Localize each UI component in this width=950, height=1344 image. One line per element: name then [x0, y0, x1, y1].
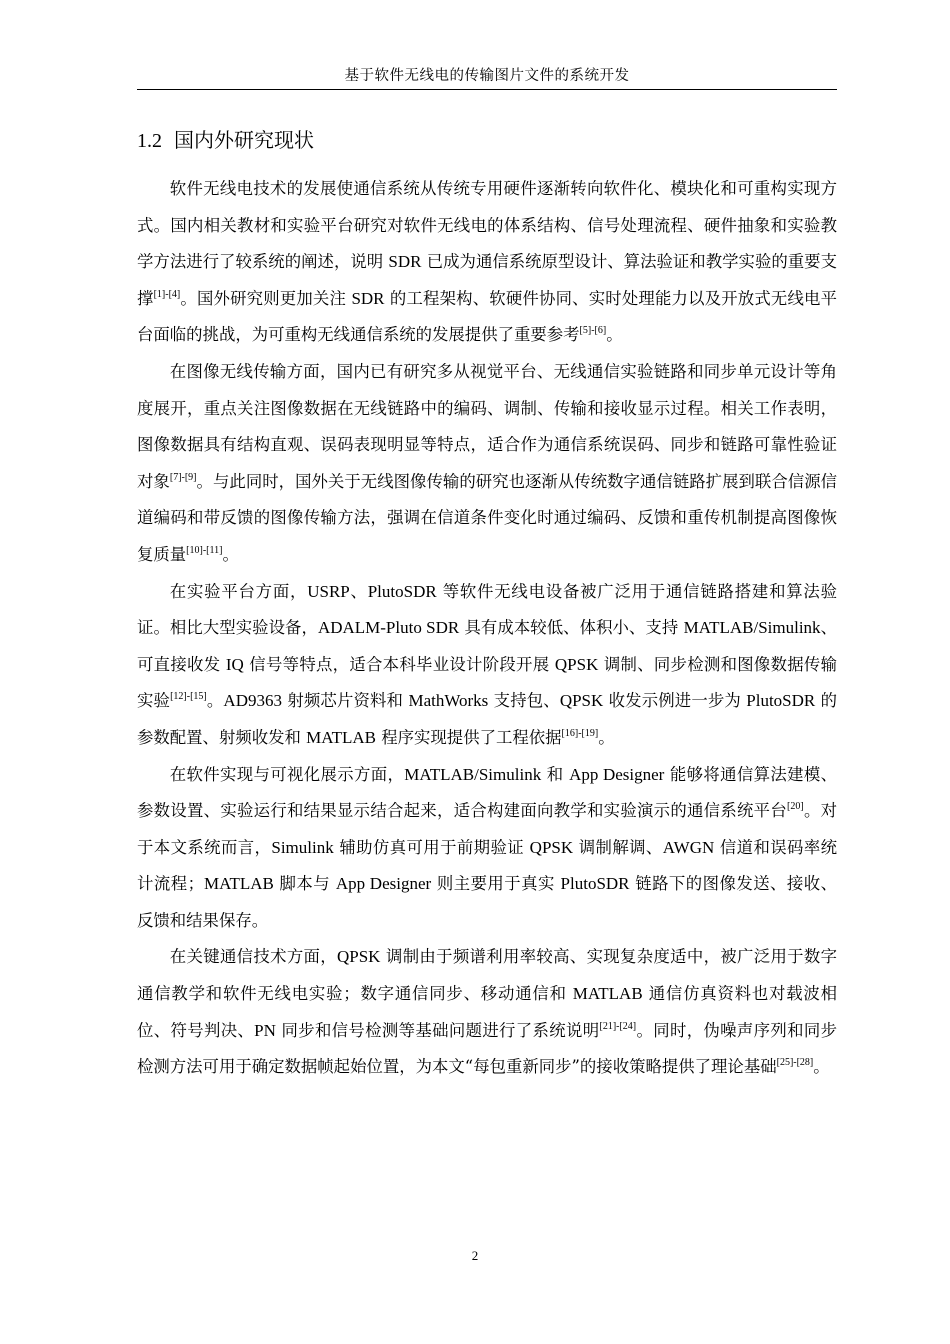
text-run: SDR	[388, 252, 422, 272]
text-run: SDR	[351, 288, 385, 308]
text-run: 调制、同步检测和图像数据传输实验	[137, 654, 837, 711]
text-run: PlutoSDR	[746, 691, 816, 711]
text-run: PN	[254, 1020, 276, 1040]
text-run: 脚本与	[273, 874, 336, 894]
text-run: 、	[349, 581, 368, 601]
text-run: 。	[813, 1057, 830, 1077]
text-run: 和	[541, 764, 570, 784]
text-run: 。与此同时，国外关于无线图像传输的研究也逐渐从传统数字通信链路扩展到联合信源信道编码和带反馈的图像传输方法，强调在信道条件变化时通过编码、反馈和重传机制提高图像恢复质量	[137, 471, 838, 564]
page-number: 2	[471, 1248, 479, 1263]
paragraph	[137, 939, 837, 1085]
text-run: MathWorks	[408, 691, 489, 711]
text-run: 收发示例进一步为	[603, 691, 747, 711]
text-run: 在关键通信技术方面，	[169, 947, 337, 967]
text-run: 链路下的图像发送、接收、反馈和结果保存。	[137, 874, 838, 930]
text-run: 的参数配置、射频收发和	[137, 691, 838, 747]
text-run: 程序实现提供了工程依据	[376, 727, 562, 747]
text-run: 则主要用于真实	[431, 874, 561, 894]
section-number: 1.2	[137, 130, 162, 152]
body-text	[137, 171, 837, 1086]
text-run: 。	[606, 325, 623, 345]
text-run: 信道和误码率统计流程；	[137, 837, 838, 894]
text-run: 能够将通信算法建模、参数设置、实验运行和结果显示结合起来，适合构建面向教学和实验演示的通信系统平台	[137, 764, 837, 821]
text-run: Simulink	[271, 837, 334, 857]
text-run: MATLAB/Simulink	[683, 618, 821, 638]
citation: [16]-[19]	[561, 727, 599, 739]
text-run: 调制由于频谱利用率较高、实现复杂度适中，被广泛用于数字通信教学和软件无线电实验；数字通信同步、移动通信和	[137, 947, 837, 1004]
text-run: 信号等特点，适合本科毕业设计阶段开展	[243, 654, 555, 674]
text-run: IQ	[225, 654, 244, 674]
paragraph	[137, 757, 837, 940]
text-run: 的工程架构、软硬件协同、实时处理能力以及开放式无线电平台面临的挑战，为可重构无线通信系统的发展提供了重要参考	[137, 288, 838, 345]
text-run: 在实验平台方面，	[169, 581, 308, 601]
text-run: QPSK	[554, 654, 599, 674]
citation: [21]-[24]	[599, 1020, 637, 1032]
citation: [1]-[4]	[153, 288, 181, 300]
text-run: AD9363	[223, 691, 282, 711]
text-run: AWGN	[662, 837, 715, 857]
text-run: 射频芯片资料和	[281, 691, 409, 711]
text-run: 。	[206, 691, 224, 711]
text-run: QPSK	[336, 947, 381, 967]
text-run: MATLAB	[572, 984, 643, 1004]
text-run: 、可直接收发	[137, 618, 838, 674]
citation: [20]	[787, 801, 804, 813]
text-run: USRP	[307, 581, 350, 601]
text-run: 。	[222, 544, 239, 564]
text-run: 同步和信号检测等基础问题进行了系统说明	[275, 1020, 600, 1040]
text-run: PlutoSDR	[367, 581, 437, 601]
citation: [25]-[28]	[776, 1057, 814, 1069]
text-run: 在图像无线传输方面，国内已有研究多从视觉平台、无线通信实验链路和同步单元设计等角度展开，重点关注图像数据在无线链路中的编码、调制、传输和接收显示过程。相关工作表明，图像数据具有结构直观、误码表现明显等特点，适合作为通信系统误码、同步和链路可靠性验证对象	[137, 361, 837, 491]
text-run: 调制解调、	[573, 837, 663, 857]
text-run: 软件无线电技术的发展使通信系统从传统专用硬件逐渐转向软件化、模块化和可重构实现方式。国内相关教材和实验平台研究对软件无线电的体系结构、信号处理流程、硬件抽象和实验教学方法进行了较系统的阐述，说明	[137, 179, 837, 272]
text-run: 。	[598, 727, 615, 747]
text-run: App Designer	[335, 874, 432, 894]
section-heading	[137, 126, 314, 155]
text-run: MATLAB/Simulink	[404, 764, 542, 784]
paragraph	[137, 574, 837, 757]
text-run: 辅助仿真可用于前期验证	[333, 837, 530, 857]
citation: [5]-[6]	[579, 325, 607, 337]
header-rule	[137, 89, 837, 90]
paragraph	[137, 354, 837, 574]
text-run: 支持包、	[488, 691, 560, 711]
paragraph	[137, 171, 837, 354]
text-run: 。对于本文系统而言，	[137, 801, 838, 857]
text-run: QPSK	[559, 691, 604, 711]
text-run: 具有成本较低、体积小、支持	[459, 618, 684, 638]
citation: [12]-[15]	[170, 691, 207, 703]
text-run: PlutoSDR	[560, 874, 630, 894]
text-run: MATLAB	[306, 727, 377, 747]
text-run: 等软件无线电设备被广泛用于通信链路搭建和算法验证。相比大型实验设备，	[137, 581, 837, 638]
text-run: App Designer	[569, 764, 665, 784]
running-header: 基于软件无线电的传输图片文件的系统开发	[344, 68, 630, 84]
text-run: 。国外研究则更加关注	[180, 288, 352, 308]
text-run: QPSK	[529, 837, 574, 857]
text-run: 通信仿真资料也对载波相位、符号判决、	[137, 984, 837, 1040]
text-run: 。同时，伪噪声序列和同步检测方法可用于确定数据帧起始位置，为本文“每包重新同步”的接收策略提供了理论基础	[137, 1020, 837, 1077]
text-run: 已成为通信系统原型设计、算法验证和教学实验的重要支撑	[137, 252, 837, 308]
citation: [10]-[11]	[186, 544, 223, 556]
text-run: ADALM-Pluto SDR	[317, 618, 460, 638]
text-run: 在软件实现与可视化展示方面，	[169, 764, 405, 784]
text-run: MATLAB	[203, 874, 274, 894]
citation: [7]-[9]	[169, 471, 197, 483]
section-title-text: 国内外研究现状	[174, 128, 314, 152]
